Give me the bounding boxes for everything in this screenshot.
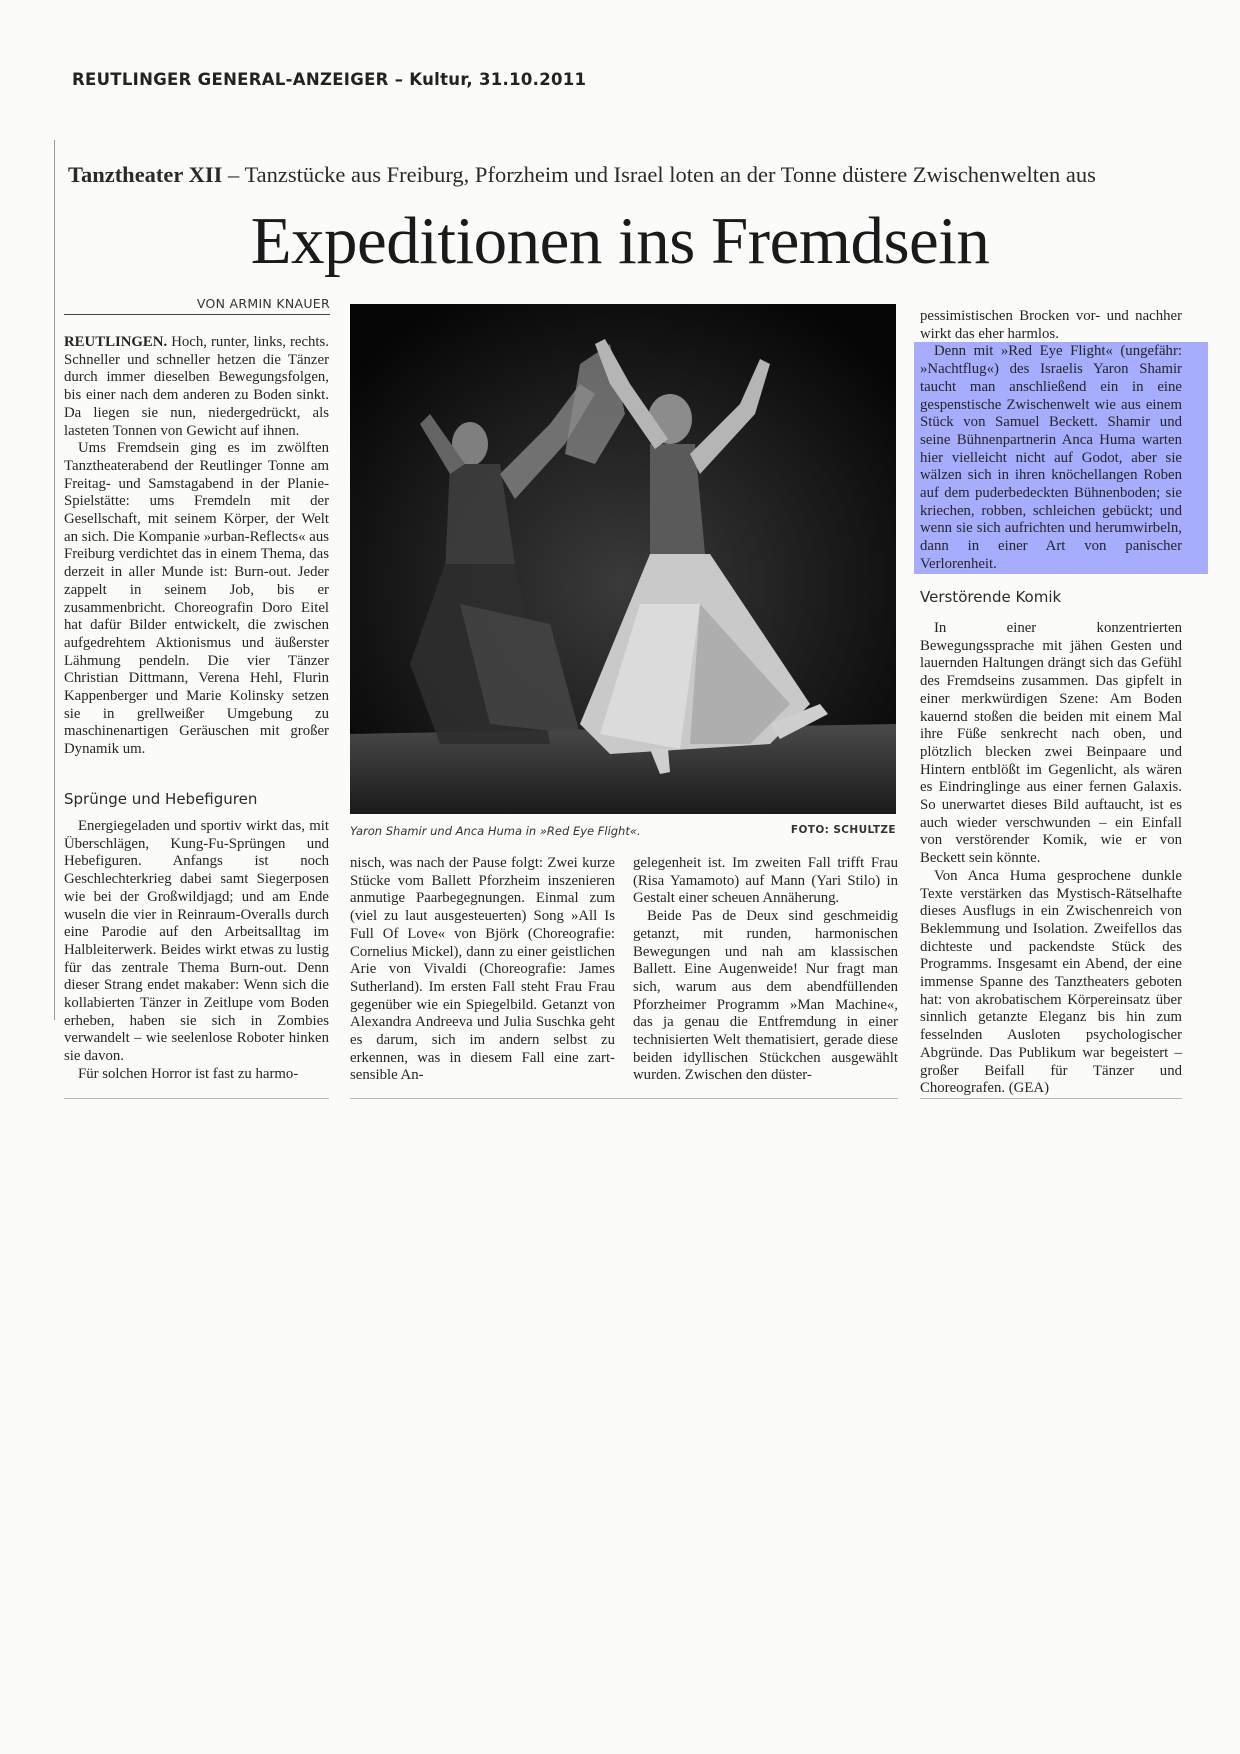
dance-photo [350, 304, 896, 814]
headline: Expeditionen ins Fremdsein [250, 204, 990, 278]
article-column-1-continued [64, 818, 329, 1084]
article-column-3 [633, 855, 898, 1085]
photo-caption [350, 824, 896, 838]
subheading-spruenge: Sprünge und Hebefiguren [64, 790, 258, 808]
column-end-rule [350, 1098, 898, 1099]
paragraph: Ums Fremdsein ging es im zwölften Tanztheaterabend der Reutlinger Tonne am Freitag- und Samstagabend in der Planie-Spielstätte: ums Fremdeln mit der Gesellschaft, mit seinem Körper, der Welt an sich. Die Kompanie »urban-Reflects« aus Freiburg verdichtet das in einem Thema, das derzeit in aller Munde ist: Burn-out. Jeder zappelt in seinem Job, bis er zusammenbricht. Choreografin Doro Eitel hat dafür Bilder entwickelt, die zwischen aufgedrehtem Aktionismus und äußerster Lähmung pendeln. Die vier Tänzer Christian Dittmann, Verena Hehl, Flurin Kappenberger und Marie Kolinsky setzen sie in grellweißer Umgebung zu maschinenartigen Geräuschen mit großer Dynamik um. [64, 440, 329, 758]
paragraph: Beide Pas de Deux sind geschmeidig getanzt, mit runden, harmonischen Bewegungen und nah am klassischen Ballett. Eine Augenweide! Nur fragt man sich, warum aus dem abendfüllenden Pforzheimer Programm »Man Machine«, das ja genau die Entfremdung in einer technisierten Welt thematisiert, gerade diese beiden idyllischen Stückchen ausgewählt wurden. Zwischen den düster- [633, 908, 898, 1084]
masthead: REUTLINGER GENERAL-ANZEIGER – Kultur, 31.10.2011 [72, 70, 587, 89]
column-end-rule [920, 1098, 1182, 1099]
lead-paragraph [64, 334, 329, 440]
paragraph: Für solchen Horror ist fast zu harmo- [78, 1065, 299, 1082]
lead-paragraph-text: Hoch, runter, links, rechts. Schneller und schneller hetzen die Tänzer durch immer dieselben Bewegungsfolgen, bis einer nach dem anderen zu Boden sinkt. Da liegen sie nun, niedergedrückt, als lasteten Tonnen von Gewicht auf ihnen. [64, 334, 329, 439]
paragraph: nisch, was nach der Pause folgt: Zwei kurze Stücke vom Ballett Pforzheim inszenieren anmutige Paarbegegnungen. Einmal zum (viel zu laut ausgesteuerten) Song »All Is Full Of Love« von Björk (Choreografie: Cornelius Mickel), dann zu einer geistlichen Arie von Vivaldi (Choreografie: James Sutherland). Im ersten Fall steht Frau Frau gegenüber wie ein Spiegelbild. Getanzt von Alexandra Andreeva und Julia Suschka geht es darum, sich im andern selbst zu erkennen, was in diesem Fall eine zart-sensible An- [350, 855, 615, 1084]
article-column-4 [920, 308, 1182, 574]
paragraph: Energiegeladen und sportiv wirkt das, mit Überschlägen, Kung-Fu-Sprüngen und Hebefiguren. Anfangs ist noch Geschlechterkrieg dabei samt Siegerposen wie bei der Großwildjagd; und am Ende wuseln die vier in Reinraum-Overalls durch eine Parodie auf den Arbeitsalltag im Halbleiterwerk. Beides wirkt etwas zu lustig für das zentrale Thema Burn-out. Denn dieser Strang endet makaber: Wenn sich die kollabierten Tänzer in Zeitlupe vom Boden erheben, haben sie sich in Zombies verwandelt – wie seelenlose Roboter hinken sie davon. [64, 818, 329, 1065]
byline: VON ARMIN KNAUER [64, 296, 330, 315]
dancers-illustration [350, 304, 896, 814]
paragraph: In einer konzentrierten Bewegungssprache mit jähen Gesten und lauernden Haltungen drängt sich das Gefühl des Fremdseins zusammen. Das gipfelt in einer merkwürdigen Szene: Am Boden kauernd stoßen die beiden mit einem Mal ihre Füße senkrecht nach oben, und plötzlich blecken zwei Beinpaare und Hintern entblößt im Gegenlicht, als wären es Eindringlinge aus einer fernen Galaxis. So unerwartet dieses Bild auftaucht, ist es auch wieder verschwunden – ein Einfall von verstörender Komik, wie er von Beckett sein könnte. [920, 620, 1182, 867]
column-end-rule [64, 1098, 329, 1099]
article-column-4-continued [920, 620, 1182, 1098]
kicker-text: – Tanzstücke aus Freiburg, Pforzheim und Israel loten an der Tonne düstere Zwischenwelten aus [222, 162, 1096, 187]
dateline: REUTLINGEN. [64, 334, 168, 350]
kicker-series: Tanztheater XII [68, 162, 223, 187]
subheading-verstoerende-komik: Verstörende Komik [920, 588, 1062, 606]
article-column-2 [350, 855, 615, 1085]
caption-text: Yaron Shamir und Anca Huma in »Red Eye Flight«. [350, 824, 641, 838]
kicker-line [68, 162, 1198, 188]
paragraph: gelegenheit ist. Im zweiten Fall trifft Frau (Risa Yamamoto) auf Mann (Yari Stilo) in Gestalt einer scheuen Annäherung. [633, 855, 898, 907]
article-column-1 [64, 334, 329, 759]
photo-credit: FOTO: SCHULTZE [790, 824, 896, 836]
paragraph: Von Anca Huma gesprochene dunkle Texte verstärken das Mystisch-Rätselhafte dieses Ausflugs in ein Zwischenreich von Beklemmung und Isolation. Zweifellos das dichteste und packendste Stück des Programms. Insgesamt ein Abend, der eine immense Spanne des Tanztheaters geboten hat: von akrobatischem Körpereinsatz über sinnlich getanzte Eleganz bis hin zum fesselnden Ausloten psychologischer Abgründe. Das Publikum war begeistert – großer Beifall für Tänzer und Choreografen. (GEA) [920, 867, 1182, 1097]
paragraph: pessimistischen Brocken vor- und nachher wirkt das eher harmlos. [920, 308, 1182, 342]
highlighted-paragraph: Denn mit »Red Eye Flight« (ungefähr: »Nachtflug«) des Israelis Yaron Shamir taucht man anschließend ein in eine gespenstische Zwischenwelt wie aus einem Stück von Samuel Beckett. Shamir und seine Bühnenpartnerin Anca Huma warten hier vielleicht nicht auf Godot, aber sie wälzen sich in ihren knöchellangen Roben auf dem puderbedeckten Bühnenboden; sie kriechen, robben, schleichen gebückt; und wenn sie sich aufrichten und herumwirbeln, dann in einer Art von panischer Verlorenheit. [920, 343, 1182, 572]
